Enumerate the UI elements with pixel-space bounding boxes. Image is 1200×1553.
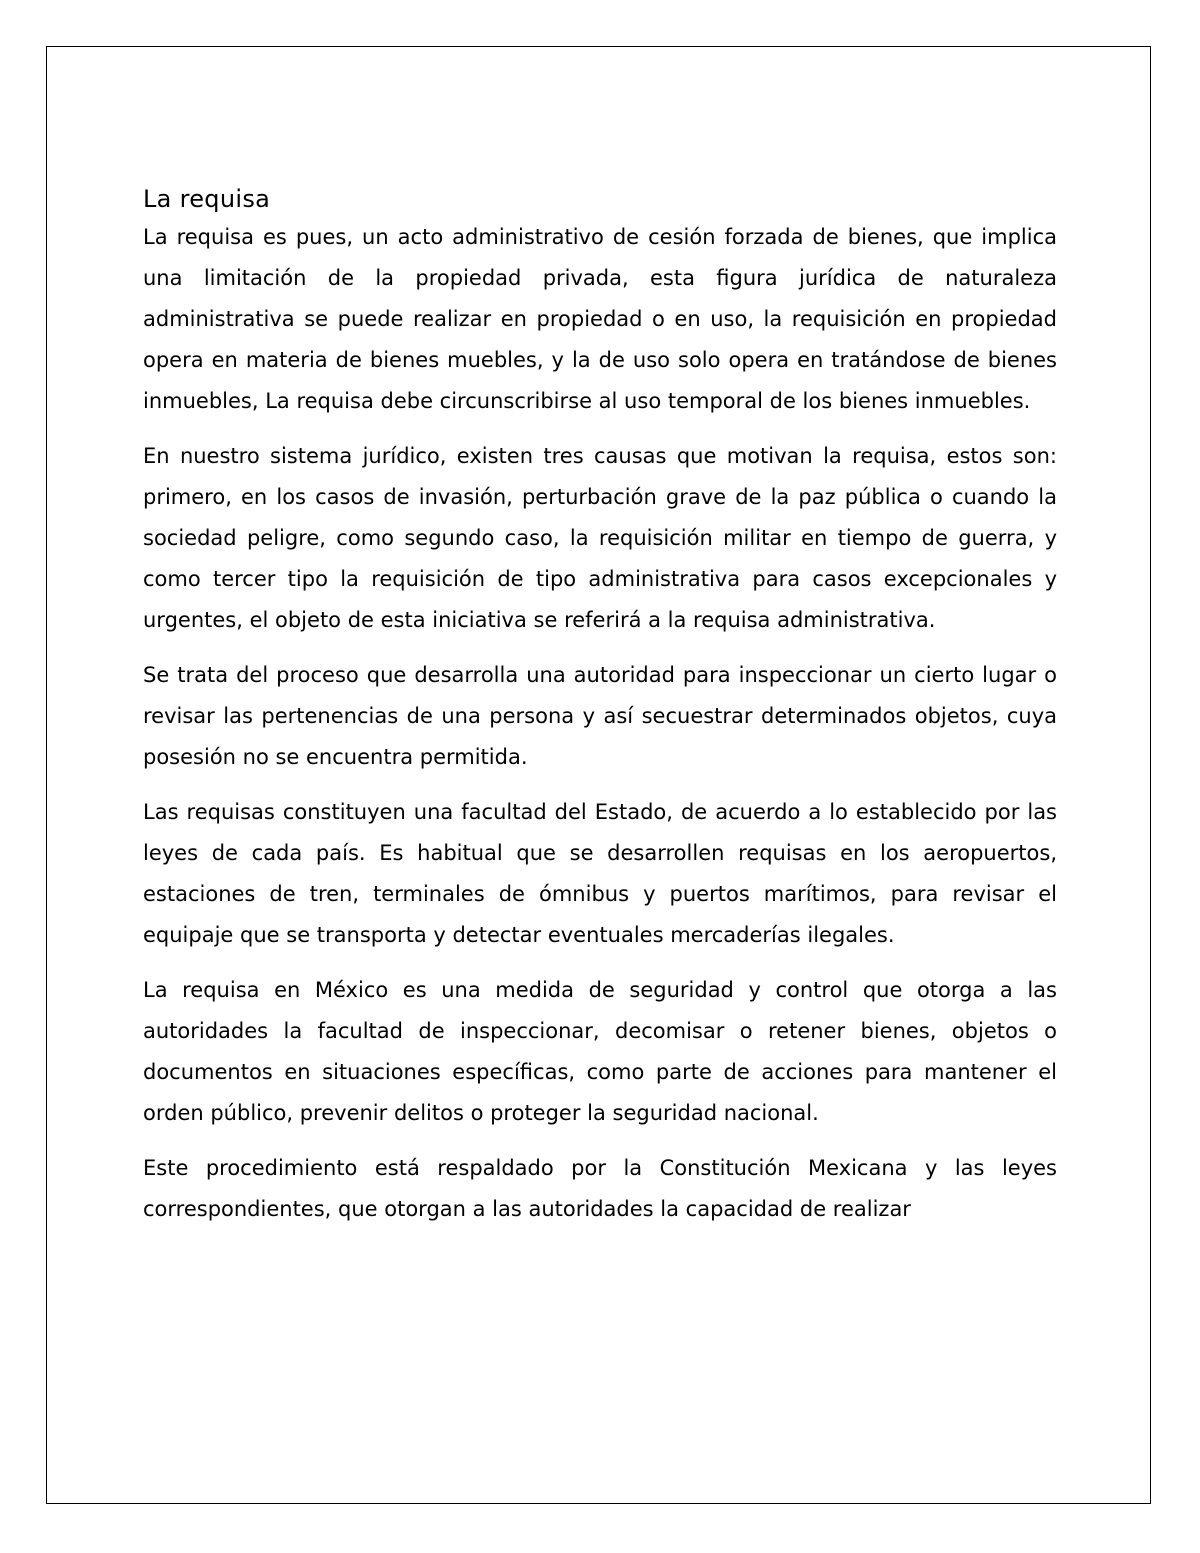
paragraph-constitution: Este procedimiento está respaldado por la Constitución Mexicana y las leyes correspondientes, que otorgan a las autoridades la capacidad de realizar — [143, 1156, 1057, 1221]
paragraph-causes: En nuestro sistema jurídico, existen tres causas que motivan la requisa, estos son: primero, en los casos de invasión, perturbación grave de la paz pública o cuando la sociedad peligre, como segundo caso, la requisición militar en tiempo de guerra, y como tercer tipo la requisición de tipo administrativa para casos excepcionales y urgentes, el objeto de esta iniciativa se referirá a la requisa administrativa. — [143, 444, 1057, 632]
document-body — [143, 183, 1057, 1244]
document-title: La requisa — [143, 185, 271, 213]
paragraph-state-faculty: Las requisas constituyen una facultad del Estado, de acuerdo a lo establecido por las leyes de cada país. Es habitual que se desarrollen requisas en los aeropuertos, estaciones de tren, terminales de ómnibus y puertos marítimos, para revisar el equipaje que se transporta y detectar eventuales mercaderías ilegales. — [143, 800, 1057, 947]
document-page — [46, 46, 1151, 1504]
paragraph-mexico: La requisa en México es una medida de seguridad y control que otorga a las autoridades la facultad de inspeccionar, decomisar o retener bienes, objetos o documentos en situaciones específicas, como parte de acciones para mantener el orden público, prevenir delitos o proteger la seguridad nacional. — [143, 978, 1057, 1125]
paragraph-process: Se trata del proceso que desarrolla una autoridad para inspeccionar un cierto lugar o revisar las pertenencias de una persona y así secuestrar determinados objetos, cuya posesión no se encuentra permitida. — [143, 663, 1057, 769]
paragraph-definition: La requisa es pues, un acto administrativo de cesión forzada de bienes, que implica una limitación de la propiedad privada, esta figura jurídica de naturaleza administrativa se puede realizar en propiedad o en uso, la requisición en propiedad opera en materia de bienes muebles, y la de uso solo opera en tratándose de bienes inmuebles, La requisa debe circunscribirse al uso temporal de los bienes inmuebles. — [143, 225, 1057, 413]
